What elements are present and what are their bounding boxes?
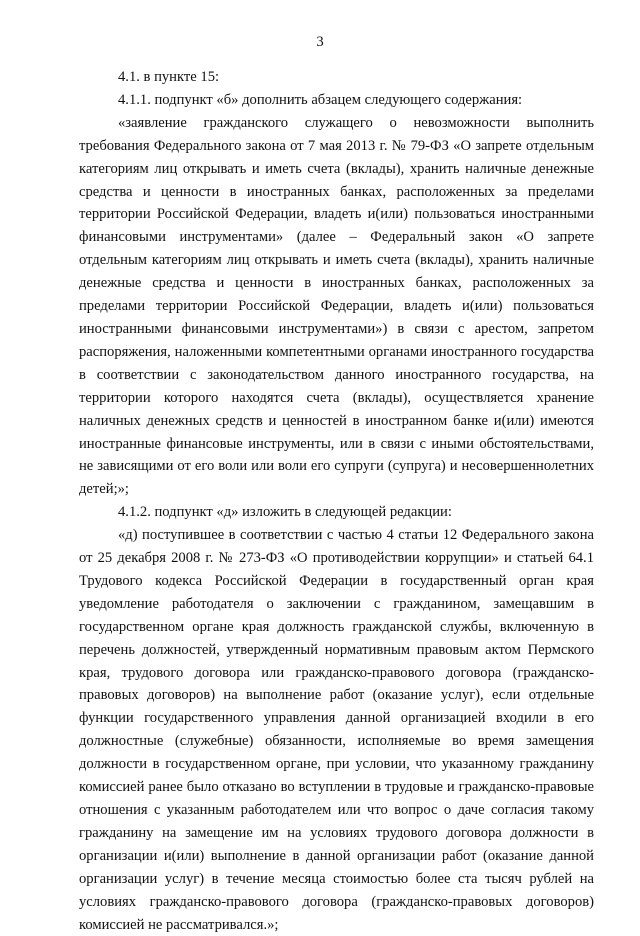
paragraph-amendment-d: «д) поступившее в соответствии с частью 4 статьи 12 Федерального закона от 25 декабря 2008 г. № 273-ФЗ «О противодействии коррупции» и статьей 64.1 Трудового кодекса Российской Федерации в государственный орган края уведомление работодателя о заключении с гражданином, замещавшим в государственном органе края должность гражданской службы, включенную в перечень должностей, утвержденный нормативным правовым актом Пермского края, трудового договора или гражданско-правового договора (гражданско-правовых договоров) на выполнение работ (оказание услуг), если отдельные функции государственного управления данной организацией входили в его должностные (служебные) обязанности, исполняемые во время замещения должности в государственном органе, при условии, что указанному гражданину комиссией ранее было отказано во вступлении в трудовые и гражданско-правовые отношения с указанным работодателем или что вопрос о даче согласия такому гражданину на замещение им на условиях трудового договора должности в организации и(или) выполнение в данной организации работ (оказание данной организации услуг) в течение месяца стоимостью более ста тысяч рублей на условиях гражданско-правового договора (гражданско-правовых договоров) комиссией не рассматривался.»; — [79, 527, 594, 933]
page-number: 3 — [316, 34, 324, 50]
paragraph-4-1-2: 4.1.2. подпункт «д» изложить в следующей редакции: — [118, 504, 452, 521]
paragraph-4-1: 4.1. в пункте 15: — [118, 69, 220, 85]
paragraph-amendment-b: «заявление гражданского служащего о невозможности выполнить требования Федерального закона от 7 мая 2013 г. № 79-ФЗ «О запрете отдельным категориям лиц открывать и иметь счета (вклады), хранить наличные денежные средства и ценности в иностранных банках, расположенных за пределами территории Российской Федерации, владеть и(или) пользоваться иностранными финансовыми инструментами» (далее – Федеральный закон «О запрете отдельным категориям лиц открывать и иметь счета (вклады), хранить наличные денежные средства и ценности в иностранных банках, расположенных за пределами территории Российской Федерации, владеть и(или) пользоваться иностранными финансовыми инструментами») в связи с арестом, запретом распоряжения, наложенными компетентными органами иностранного государства в соответствии с законодательством данного иностранного государства, на территории которого находятся счета (вклады), осуществляется хранение наличных денежных средств и ценностей в иностранном банке и(или) имеются иностранные финансовые инструменты, или в связи с иными обстоятельствами, не зависящими от его воли или воли его супруги (супруга) и несовершеннолетних детей;»; — [79, 114, 594, 498]
document-body — [79, 66, 594, 936]
paragraph-4-1-1: 4.1.1. подпункт «б» дополнить абзацем следующего содержания: — [118, 91, 523, 108]
